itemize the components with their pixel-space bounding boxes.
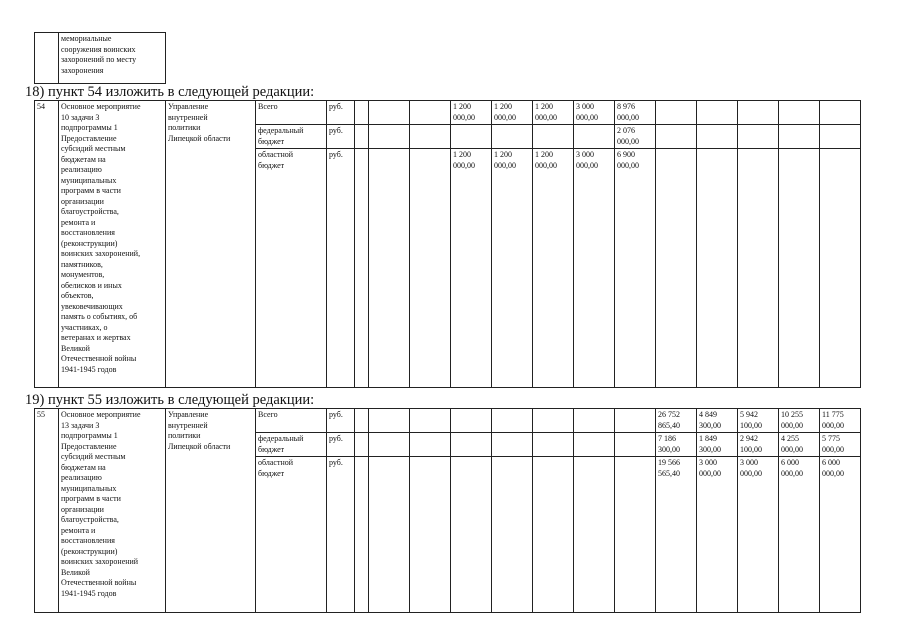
value-cell (533, 457, 574, 613)
value-cell (410, 457, 451, 613)
value-cell (355, 149, 369, 388)
value-cell (410, 101, 451, 125)
funding-source-cell: Всего (256, 101, 327, 125)
value-cell (369, 433, 410, 457)
value-cell (738, 125, 779, 149)
value-cell (697, 149, 738, 388)
table-row (35, 101, 861, 125)
table-body-54 (35, 101, 861, 388)
value-cell (369, 409, 410, 433)
funding-source-cell: областной бюджет (256, 457, 327, 613)
value-cell: 5 775 000,00 (820, 433, 861, 457)
value-cell (779, 101, 820, 125)
unit-cell: руб. (327, 433, 355, 457)
value-cell: 1 200 000,00 (533, 101, 574, 125)
value-cell: 1 200 000,00 (451, 149, 492, 388)
value-cell (369, 101, 410, 125)
value-cell: 3 000 000,00 (574, 101, 615, 125)
value-cell (533, 409, 574, 433)
value-cell: 1 200 000,00 (492, 101, 533, 125)
value-cell (656, 125, 697, 149)
value-cell (369, 457, 410, 613)
event-description-cell: Основное мероприятие 10 задачи 3 подпрограммы 1 Предоставление субсидий местным бюджетам на реализацию муниципальных программ в части организации благоустройства, ремонта и восстановления (реконструкции) воинских захоронений, памятников, монументов, обелисков и иных объектов, увековечивающих память о событиях, об участниках, о ветеранах и жертвах Великой Отечественной войны 1941-1945 годов (59, 101, 166, 388)
value-cell (533, 433, 574, 457)
unit-cell: руб. (327, 125, 355, 149)
value-cell (656, 149, 697, 388)
value-cell (656, 101, 697, 125)
value-cell (451, 409, 492, 433)
heading-item-18: 18) пункт 54 изложить в следующей редакции: (25, 84, 315, 100)
table-row (35, 409, 861, 433)
value-cell (574, 125, 615, 149)
value-cell: 26 752 865,40 (656, 409, 697, 433)
value-cell: 3 000 000,00 (738, 457, 779, 613)
heading-item-19: 19) пункт 55 изложить в следующей редакции: (25, 392, 315, 408)
table-body-55 (35, 409, 861, 613)
value-cell (410, 125, 451, 149)
funding-source-cell: областной бюджет (256, 149, 327, 388)
value-cell (533, 125, 574, 149)
executor-cell: Управление внутренней политики Липецкой области (166, 409, 256, 613)
value-cell (779, 149, 820, 388)
value-cell (410, 409, 451, 433)
value-cell: 1 200 000,00 (492, 149, 533, 388)
value-cell: 1 849 300,00 (697, 433, 738, 457)
executor-cell: Управление внутренней политики Липецкой области (166, 101, 256, 388)
value-cell: 19 566 565,40 (656, 457, 697, 613)
unit-cell: руб. (327, 457, 355, 613)
value-cell (738, 149, 779, 388)
row-number-cell: 54 (35, 101, 59, 388)
value-cell (492, 409, 533, 433)
table-item-54 (34, 100, 861, 388)
value-cell: 4 255 000,00 (779, 433, 820, 457)
value-cell (355, 101, 369, 125)
value-cell (820, 101, 861, 125)
value-cell (451, 457, 492, 613)
value-cell: 7 186 300,00 (656, 433, 697, 457)
value-cell (697, 125, 738, 149)
value-cell: 6 000 000,00 (779, 457, 820, 613)
value-cell (574, 433, 615, 457)
value-cell: 8 976 000,00 (615, 101, 656, 125)
previous-row-fragment (34, 32, 166, 84)
value-cell (355, 409, 369, 433)
value-cell: 2 076 000,00 (615, 125, 656, 149)
value-cell: 5 942 100,00 (738, 409, 779, 433)
funding-source-cell: федеральный бюджет (256, 433, 327, 457)
value-cell: 3 000 000,00 (574, 149, 615, 388)
value-cell (492, 125, 533, 149)
value-cell (615, 457, 656, 613)
fragment-empty-cell (35, 33, 59, 84)
value-cell (574, 409, 615, 433)
funding-source-cell: федеральный бюджет (256, 125, 327, 149)
unit-cell: руб. (327, 101, 355, 125)
value-cell (451, 125, 492, 149)
value-cell: 6 900 000,00 (615, 149, 656, 388)
value-cell (492, 433, 533, 457)
value-cell: 6 000 000,00 (820, 457, 861, 613)
value-cell (820, 149, 861, 388)
funding-source-cell: Всего (256, 409, 327, 433)
value-cell (355, 457, 369, 613)
value-cell: 11 775 000,00 (820, 409, 861, 433)
value-cell (492, 457, 533, 613)
value-cell (410, 433, 451, 457)
value-cell (369, 125, 410, 149)
value-cell (355, 433, 369, 457)
value-cell (574, 457, 615, 613)
event-description-cell: Основное мероприятие 13 задачи 3 подпрограммы 1 Предоставление субсидий местным бюджетам на реализацию муниципальных программ в части организации благоустройства, ремонта и восстановления (реконструкции) воинских захоронений Великой Отечественной войны 1941-1945 годов (59, 409, 166, 613)
unit-cell: руб. (327, 149, 355, 388)
value-cell (779, 125, 820, 149)
value-cell: 1 200 000,00 (451, 101, 492, 125)
unit-cell: руб. (327, 409, 355, 433)
value-cell: 3 000 000,00 (697, 457, 738, 613)
value-cell (451, 433, 492, 457)
value-cell (615, 409, 656, 433)
value-cell (355, 125, 369, 149)
value-cell (615, 433, 656, 457)
value-cell (410, 149, 451, 388)
fragment-text: мемориальные сооружения воинских захоронений по месту захоронения (59, 33, 166, 84)
value-cell: 10 255 000,00 (779, 409, 820, 433)
value-cell (697, 101, 738, 125)
value-cell: 4 849 300,00 (697, 409, 738, 433)
row-number-cell: 55 (35, 409, 59, 613)
value-cell (738, 101, 779, 125)
value-cell: 1 200 000,00 (533, 149, 574, 388)
value-cell: 2 942 100,00 (738, 433, 779, 457)
table-item-55 (34, 408, 861, 613)
value-cell (820, 125, 861, 149)
value-cell (369, 149, 410, 388)
